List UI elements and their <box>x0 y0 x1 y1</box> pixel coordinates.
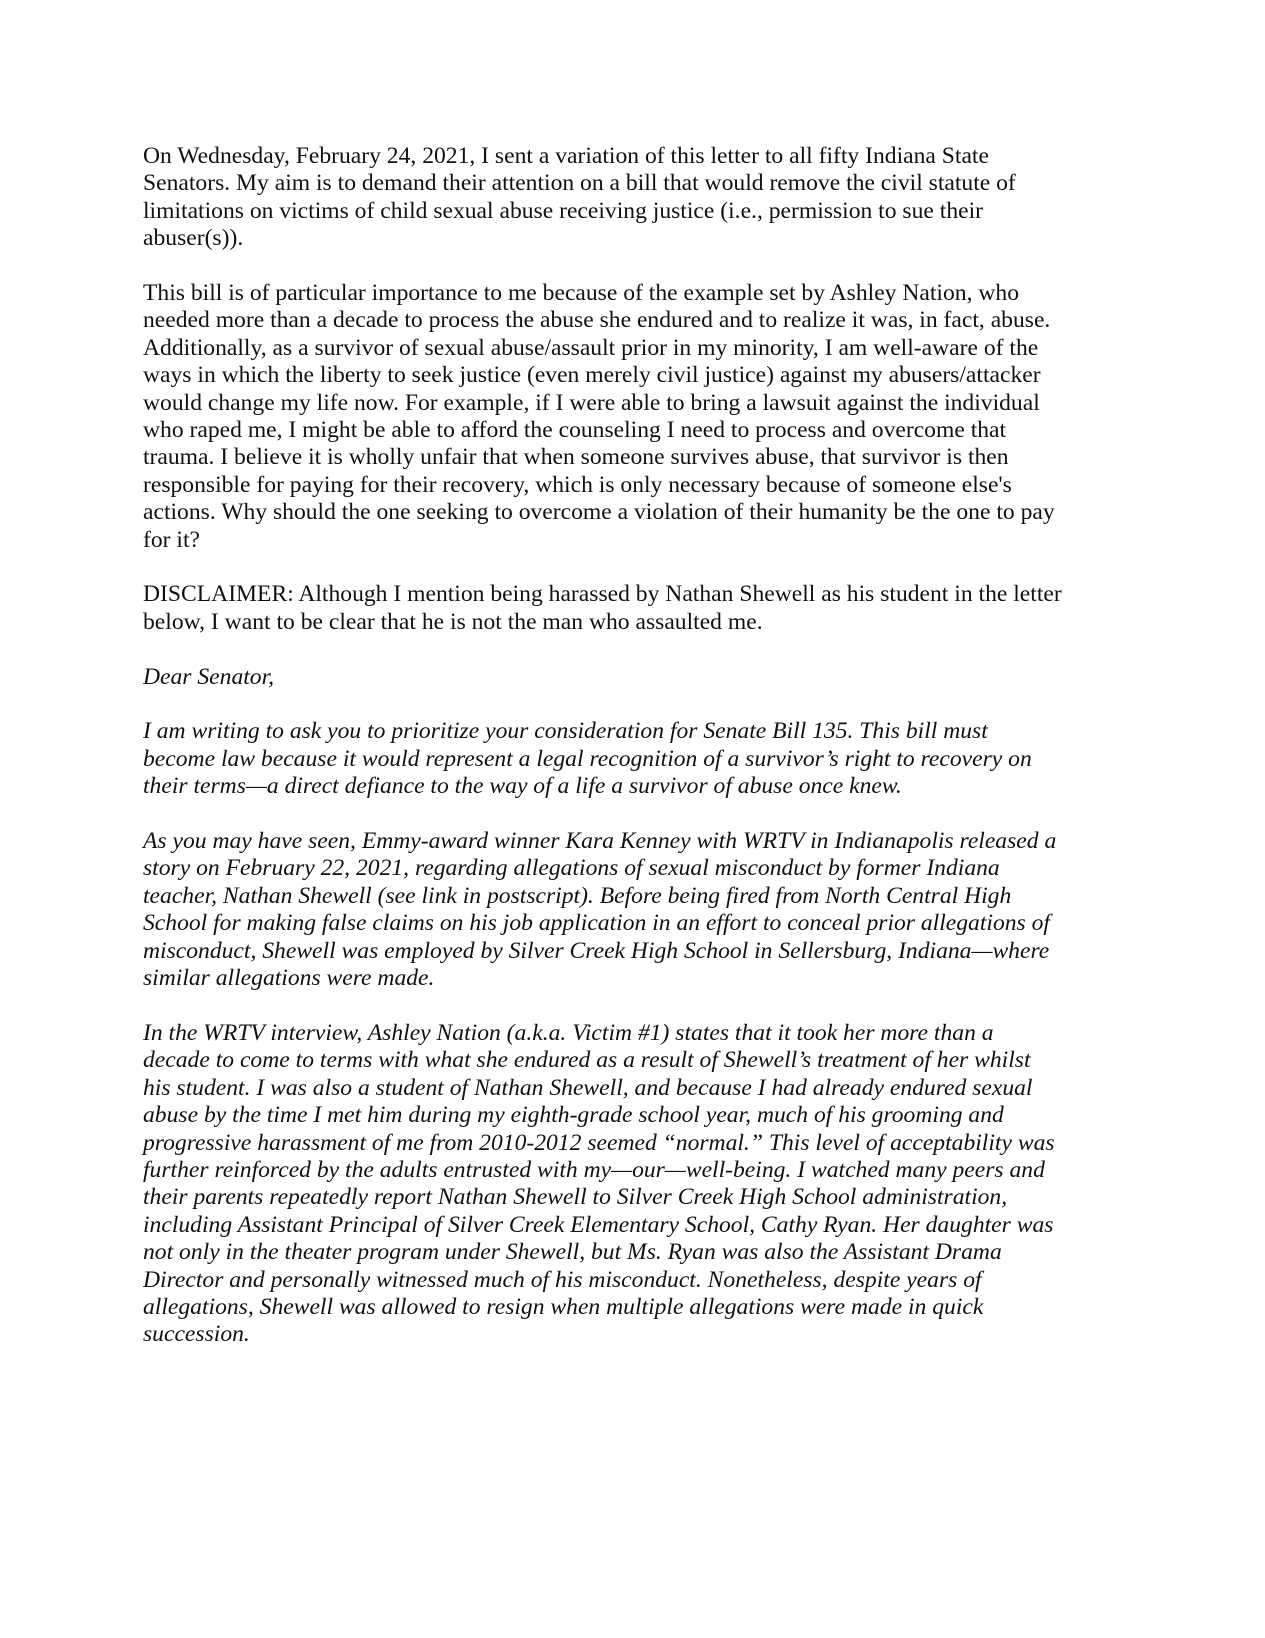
text-line: ways in which the liberty to seek justice (even merely civil justice) against my abusers/attacker <box>143 362 1041 389</box>
text-line: not only in the theater program under Shewell, but Ms. Ryan was also the Assistant Drama <box>143 1239 1002 1266</box>
text-line: School for making false claims on his job application in an effort to conceal prior allegations of <box>143 910 1050 937</box>
text-line: abuse by the time I met him during my eighth-grade school year, much of his grooming and <box>143 1102 1004 1129</box>
text-line: their terms—a direct defiance to the way of a life a survivor of abuse once knew. <box>143 773 902 800</box>
text-line: who raped me, I might be able to afford the counseling I need to process and overcome that <box>143 417 1007 444</box>
letter-paragraph-2 <box>143 828 1143 992</box>
text-line: DISCLAIMER: Although I mention being harassed by Nathan Shewell as his student in the letter <box>143 581 1062 608</box>
text-line: decade to come to terms with what she endured as a result of Shewell’s treatment of her whilst <box>143 1047 1031 1074</box>
text-line: Director and personally witnessed much of his misconduct. Nonetheless, despite years of <box>143 1266 982 1293</box>
text-line: including Assistant Principal of Silver Creek Elementary School, Cathy Ryan. Her daughter was <box>143 1211 1054 1238</box>
text-line: misconduct, Shewell was employed by Silver Creek High School in Sellersburg, Indiana—where <box>143 937 1050 964</box>
text-line: needed more than a decade to process the abuse she endured and to realize it was, in fact, abuse. <box>143 307 1051 334</box>
text-line: further reinforced by the adults entrusted with my—our—well-being. I watched many peers and <box>143 1156 1045 1183</box>
text-line: On Wednesday, February 24, 2021, I sent a variation of this letter to all fifty Indiana State <box>143 143 989 169</box>
text-line: limitations on victims of child sexual abuse receiving justice (i.e., permission to sue their <box>143 197 984 224</box>
text-line: Additionally, as a survivor of sexual abuse/assault prior in my minority, I am well-aware of the <box>143 334 1039 361</box>
text-line: his student. I was also a student of Nathan Shewell, and because I had already endured sexual <box>143 1074 1033 1101</box>
text-line: I am writing to ask you to prioritize your consideration for Senate Bill 135. This bill must <box>143 718 988 745</box>
text-line: Senators. My aim is to demand their attention on a bill that would remove the civil statute of <box>143 170 1016 197</box>
letter-paragraph-1 <box>143 718 1143 800</box>
text-line: their parents repeatedly report Nathan Shewell to Silver Creek High School administration, <box>143 1184 1008 1211</box>
text-line: teacher, Nathan Shewell (see link in postscript). Before being fired from North Central High <box>143 882 1012 909</box>
intro-paragraph <box>143 143 1143 253</box>
text-line: progressive harassment of me from 2010-2012 seemed “normal.” This level of acceptability was <box>143 1129 1055 1156</box>
importance-paragraph <box>143 280 1143 554</box>
text-line: similar allegations were made. <box>143 965 435 992</box>
text-line: responsible for paying for their recovery, which is only necessary because of someone else's <box>143 471 1012 498</box>
text-line: In the WRTV interview, Ashley Nation (a.k.a. Victim #1) states that it took her more than a <box>143 1019 994 1046</box>
text-line: would change my life now. For example, if I were able to bring a lawsuit against the individual <box>143 389 1040 416</box>
disclaimer-paragraph <box>143 581 1143 636</box>
text-line: become law because it would represent a legal recognition of a survivor’s right to recovery on <box>143 745 1032 772</box>
letter-paragraph-3 <box>143 1020 1143 1349</box>
text-line: trauma. I believe it is wholly unfair that when someone survives abuse, that survivor is then <box>143 444 1009 471</box>
text-line: This bill is of particular importance to me because of the example set by Ashley Nation, who <box>143 280 1020 307</box>
text-line: abuser(s)). <box>143 225 244 252</box>
salutation <box>143 664 1143 691</box>
document-page <box>143 143 1143 1376</box>
text-line: succession. <box>143 1321 250 1348</box>
text-line: story on February 22, 2021, regarding allegations of sexual misconduct by former Indiana <box>143 855 1000 882</box>
text-line: for it? <box>143 526 200 553</box>
text-line: allegations, Shewell was allowed to resign when multiple allegations were made in quick <box>143 1293 984 1320</box>
text-line: below, I want to be clear that he is not the man who assaulted me. <box>143 608 763 635</box>
text-line: actions. Why should the one seeking to overcome a violation of their humanity be the one to pay <box>143 499 1055 526</box>
text-line: As you may have seen, Emmy-award winner Kara Kenney with WRTV in Indianapolis released a <box>143 828 1057 855</box>
text-line: Dear Senator, <box>143 663 275 690</box>
